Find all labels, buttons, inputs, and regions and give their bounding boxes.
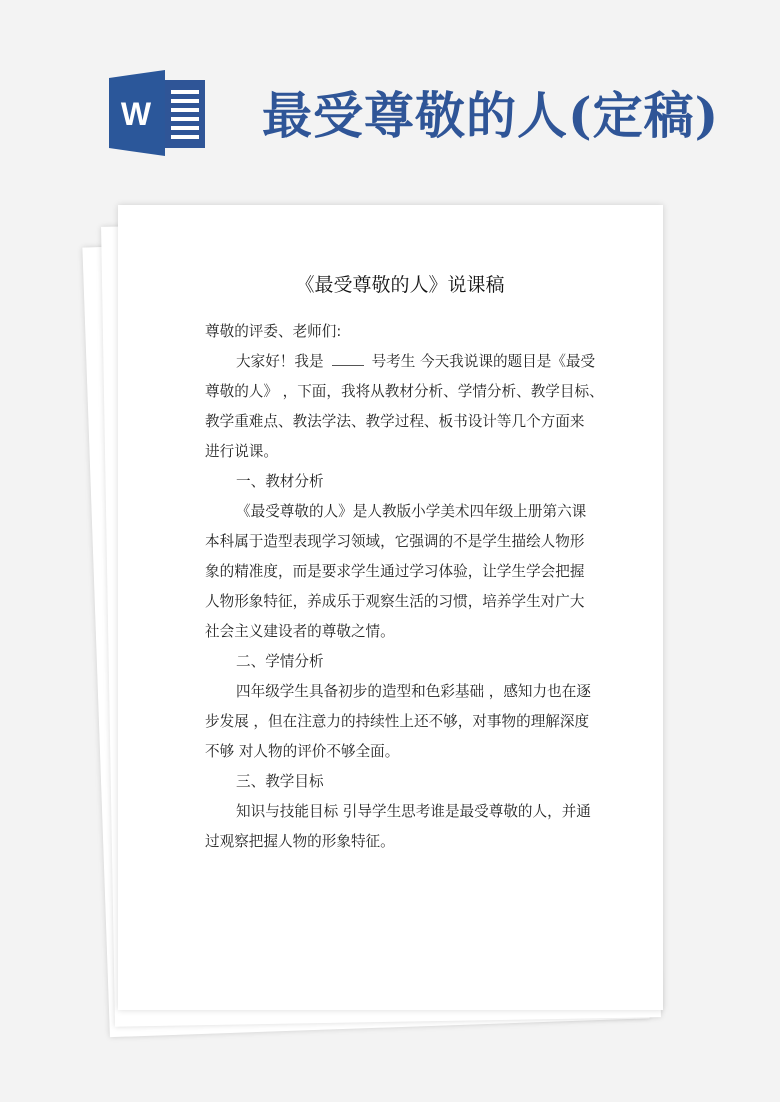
paragraph-line: 进行说课。 <box>205 443 278 460</box>
paragraph-line: 社会主义建设者的尊敬之情。 <box>205 623 395 640</box>
paragraph-line: 本科属于造型表现学习领域，它强调的不是学生描绘人物形 <box>205 533 585 550</box>
paragraph-line: 象的精准度，而是要求学生通过学习体验，让学生学会把握 <box>205 563 585 580</box>
page-title: 《最受尊敬的人》说课稿 <box>295 274 505 296</box>
document-body <box>205 270 605 857</box>
word-document-icon <box>109 70 207 156</box>
salutation: 尊敬的评委、老师们: <box>205 323 342 340</box>
paragraph-line: 知识与技能目标 引导学生思考谁是最受尊敬的人，并通 <box>236 803 591 820</box>
paragraph-line: 人物形象特征，养成乐于观察生活的习惯，培养学生对广大 <box>205 593 585 610</box>
paragraph-line: 尊敬的人》 ，下面，我将从教材分析、学情分析、教学目标、 <box>205 383 604 400</box>
paragraph-line: 《最受尊敬的人》是人教版小学美术四年级上册第六课 <box>236 503 587 520</box>
paragraph-line: 大家好！我是 号考生 今天我说课的题目是《最受 <box>236 353 596 370</box>
section-heading: 三、教学目标 <box>236 773 324 790</box>
blank-underline <box>332 353 364 366</box>
paragraph-line: 教学重难点、教法学法、教学过程、板书设计等几个方面来 <box>205 413 585 430</box>
section-heading: 二、学情分析 <box>236 653 324 670</box>
paragraph-line: 过观察把握人物的形象特征。 <box>205 833 395 850</box>
section-heading: 一、教材分析 <box>236 473 324 490</box>
document-banner-title: 最受尊敬的人(定稿) <box>262 86 720 145</box>
paragraph-line: 不够 对人物的评价不够全面。 <box>205 743 400 760</box>
svg-text:W: W <box>120 96 152 132</box>
paragraph-line: 步发展 ，但在注意力的持续性上还不够，对事物的理解深度 <box>205 713 590 730</box>
paragraph-line: 四年级学生具备初步的造型和色彩基础 ，感知力也在逐 <box>236 683 591 700</box>
